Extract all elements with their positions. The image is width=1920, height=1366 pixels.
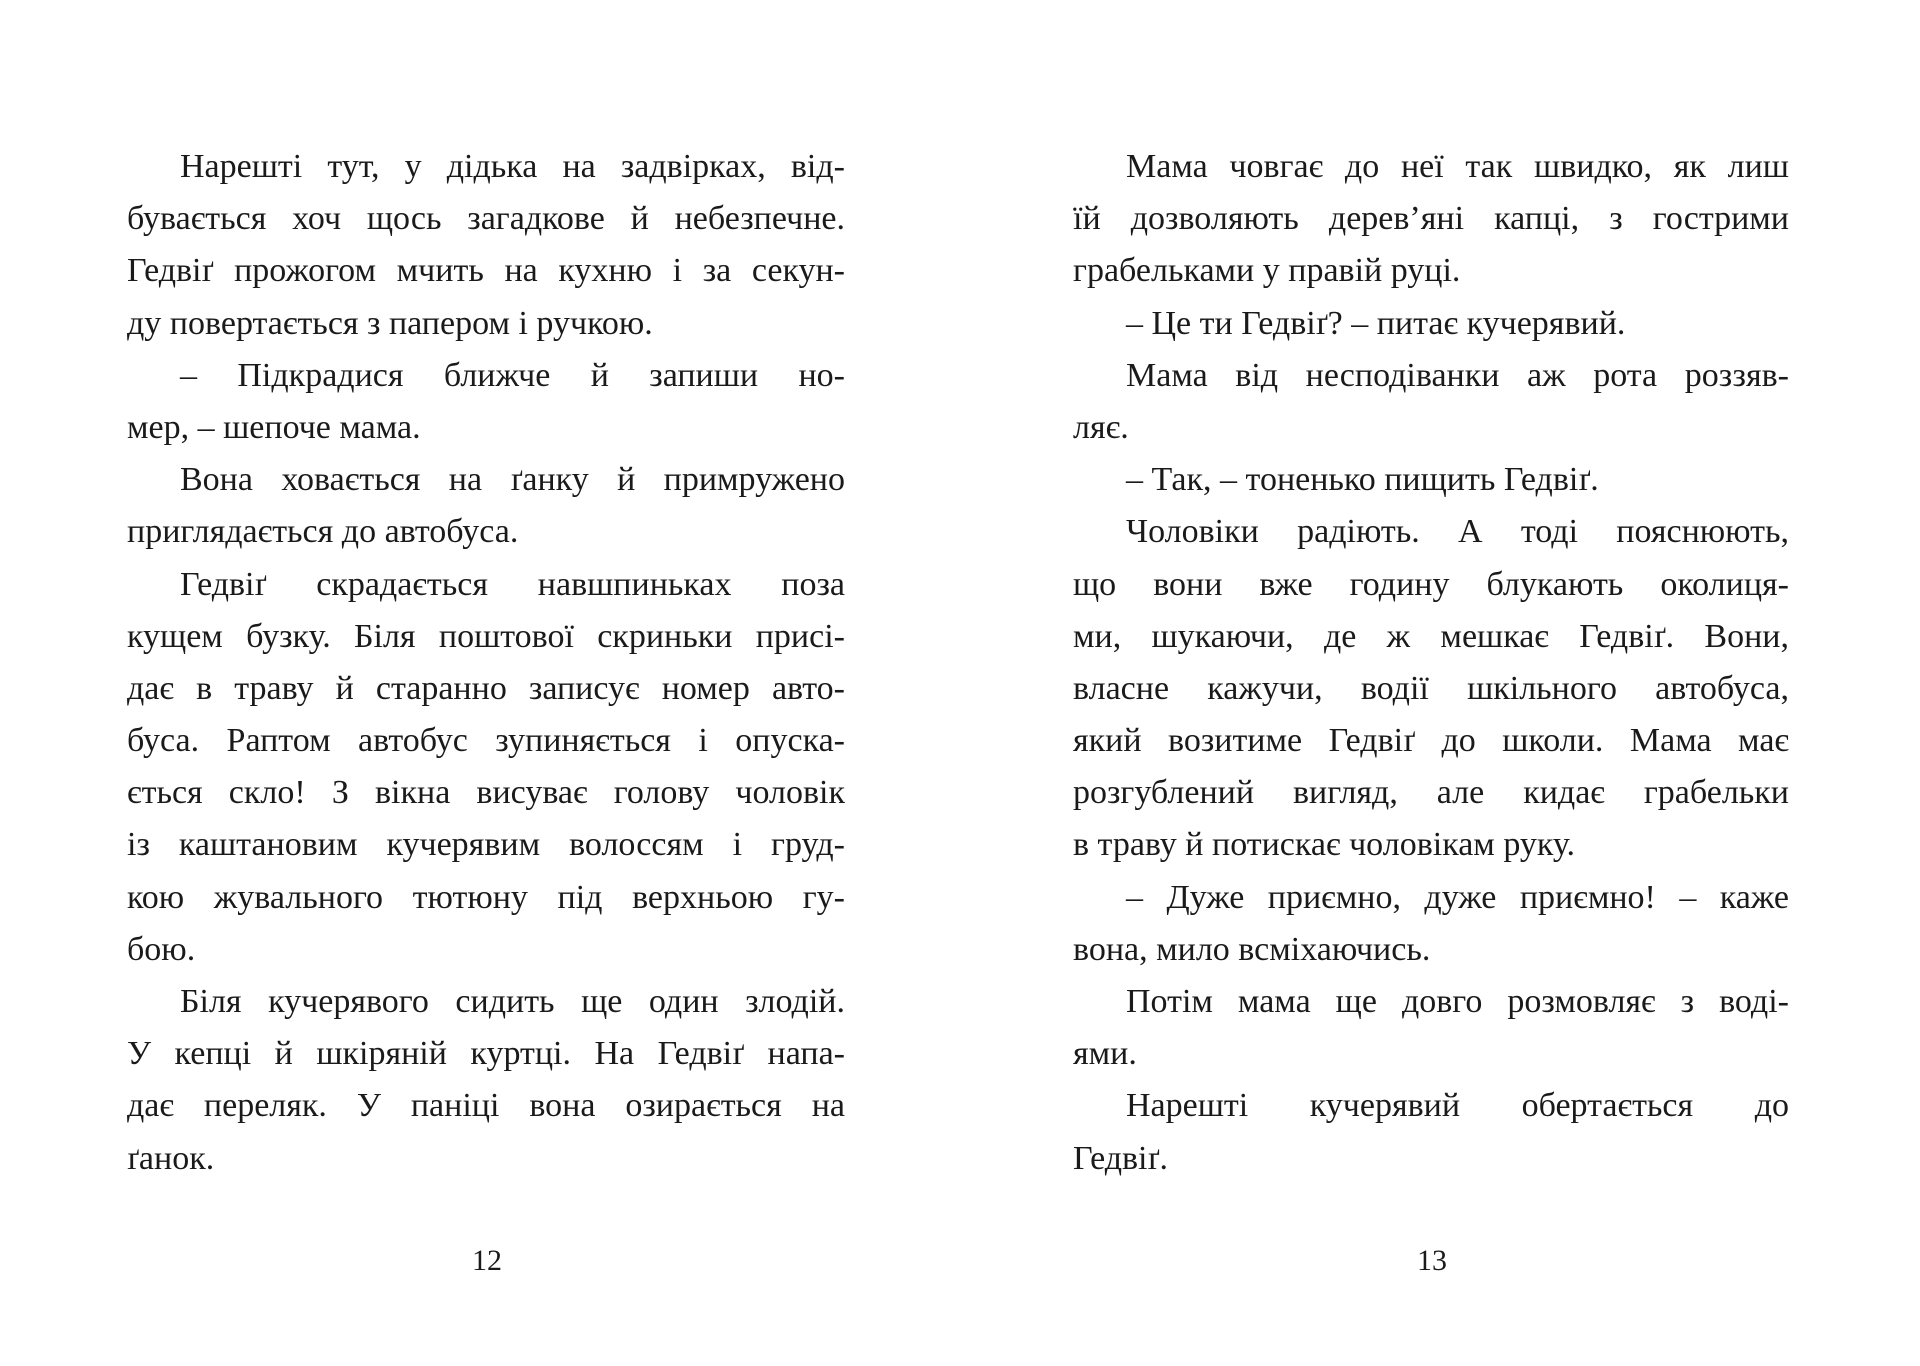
text-line: Гедвіґ скрадається навшпиньках поза — [180, 565, 845, 603]
text-line: У кепці й шкіряній куртці. На Гедвіґ напа- — [127, 1035, 845, 1073]
text-line: Чоловіки радіють. А тоді пояснюють, — [1126, 513, 1789, 551]
text-line: ється скло! З вікна висуває голову чоловік — [127, 774, 845, 812]
text-line: приглядається до автобуса. — [127, 513, 519, 551]
text-line: ями. — [1073, 1035, 1137, 1073]
text-line: дає переляк. У паніці вона озирається на — [127, 1087, 845, 1125]
text-line: кущем бузку. Біля поштової скриньки присі- — [127, 617, 845, 655]
text-line: Біля кучерявого сидить ще один злодій. — [180, 983, 845, 1020]
text-line: – Це ти Гедвіґ? – питає кучерявий. — [1126, 304, 1626, 342]
text-line: вона, мило всміхаючись. — [1073, 930, 1431, 968]
page-number-left: 12 — [472, 1244, 502, 1277]
text-line: Нарешті тут, у дідька на задвірках, від- — [180, 148, 845, 185]
text-line: бувається хоч щось загадкове й небезпечне. — [127, 200, 845, 238]
text-line: кою жувального тютюну під верхньою гу- — [127, 878, 845, 916]
text-line: в траву й потискає чоловікам руку. — [1073, 826, 1575, 864]
page-number-right: 13 — [1417, 1244, 1447, 1277]
text-line: Потім мама ще довго розмовляє з воді- — [1126, 983, 1789, 1020]
text-line: ду повертається з папером і ручкою. — [127, 304, 653, 342]
text-line: мер, – шепоче мама. — [127, 408, 421, 446]
text-line: – Так, – тоненько пищить Гедвіґ. — [1126, 461, 1599, 499]
text-line: власне кажучи, водії шкільного автобуса, — [1073, 669, 1789, 707]
text-line: грабельками у правій руці. — [1073, 252, 1461, 290]
text-line: їй дозволяють дерев’яні капці, з гострими — [1073, 200, 1789, 238]
right-page — [960, 0, 1920, 1366]
text-line: Гедвіґ. — [1073, 1139, 1168, 1177]
text-line: ляє. — [1073, 408, 1129, 446]
text-line: – Дуже приємно, дуже приємно! – каже — [1126, 878, 1789, 916]
text-line: із каштановим кучерявим волоссям і груд- — [127, 826, 845, 864]
text-line: – Підкрадися ближче й запиши но- — [180, 356, 845, 394]
text-line: що вони вже годину блукають околиця- — [1073, 565, 1789, 603]
text-line: буса. Раптом автобус зупиняється і опуска- — [127, 722, 845, 760]
text-line: бою. — [127, 930, 196, 968]
right-page-text — [1073, 141, 1789, 1185]
text-line: Нарешті кучерявий обертається до — [1126, 1087, 1789, 1125]
text-line: який возитиме Гедвіґ до школи. Мама має — [1073, 722, 1789, 760]
left-page-text — [127, 141, 845, 1185]
text-line: Мама від несподіванки аж рота роззяв- — [1126, 356, 1789, 394]
text-line: ми, шукаючи, де ж мешкає Гедвіґ. Вони, — [1073, 617, 1789, 655]
text-line: Мама човгає до неї так швидко, як лиш — [1126, 148, 1789, 185]
text-line: дає в траву й старанно записує номер авто- — [127, 669, 845, 707]
text-line: Вона ховається на ґанку й примружено — [180, 461, 845, 499]
text-line: розгублений вигляд, але кидає грабельки — [1073, 774, 1789, 812]
text-line: Гедвіґ прожогом мчить на кухню і за секун- — [127, 252, 845, 290]
text-line: ґанок. — [127, 1139, 215, 1177]
